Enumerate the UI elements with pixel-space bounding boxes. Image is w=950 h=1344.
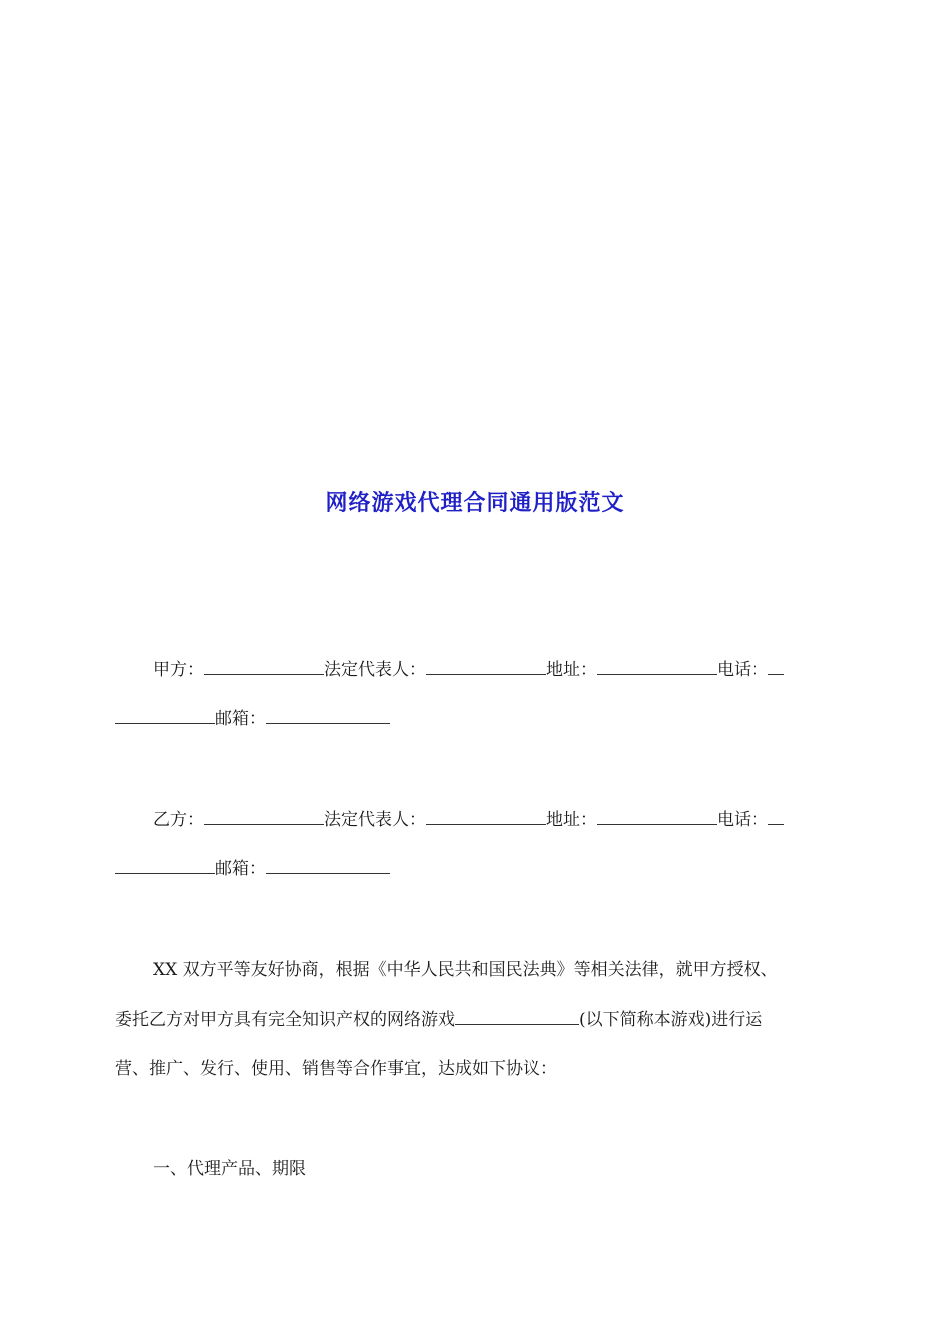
party-a-address-blank <box>597 658 717 675</box>
party-a-email-blank <box>266 707 390 724</box>
party-a-line-2 <box>115 707 855 731</box>
preamble-line-2-start: 委托乙方对甲方具有完全知识产权的网络游戏 <box>115 1010 455 1030</box>
party-b-address-blank <box>597 808 717 825</box>
party-a-phone-label: 电话： <box>717 660 768 680</box>
party-a-phone-blank-start <box>768 658 784 675</box>
section-1-heading: 一、代理产品、期限 <box>153 1159 306 1179</box>
party-a-label: 甲方： <box>153 660 204 680</box>
party-a-legal-rep-label: 法定代表人： <box>324 660 426 680</box>
party-b-line-1 <box>153 808 855 832</box>
party-a-legal-rep-blank <box>426 658 546 675</box>
party-b-email-label: 邮箱： <box>215 859 266 879</box>
party-b-legal-rep-label: 法定代表人： <box>324 810 426 830</box>
party-a-line-1 <box>153 658 855 682</box>
preamble-line-2-end: (以下简称本游戏)进行运 <box>579 1010 763 1030</box>
party-b-phone-blank-end <box>115 857 215 874</box>
party-b-phone-blank-start <box>768 808 784 825</box>
party-b-email-blank <box>266 857 390 874</box>
preamble-line-2 <box>115 1008 855 1032</box>
party-b-phone-label: 电话： <box>717 810 768 830</box>
party-a-name-blank <box>204 658 324 675</box>
document-title: 网络游戏代理合同通用版范文 <box>325 490 625 516</box>
party-b-label: 乙方： <box>153 810 204 830</box>
preamble-line-3: 营、推广、发行、使用、销售等合作事宜，达成如下协议： <box>115 1059 557 1079</box>
party-a-phone-blank-end <box>115 707 215 724</box>
party-b-legal-rep-blank <box>426 808 546 825</box>
party-b-name-blank <box>204 808 324 825</box>
party-b-address-label: 地址： <box>546 810 597 830</box>
game-name-blank <box>455 1008 579 1025</box>
party-a-email-label: 邮箱： <box>215 709 266 729</box>
preamble-line-1: XX 双方平等友好协商，根据《中华人民共和国民法典》等相关法律，就甲方授权、 <box>153 960 778 980</box>
party-a-address-label: 地址： <box>546 660 597 680</box>
party-b-line-2 <box>115 857 855 881</box>
